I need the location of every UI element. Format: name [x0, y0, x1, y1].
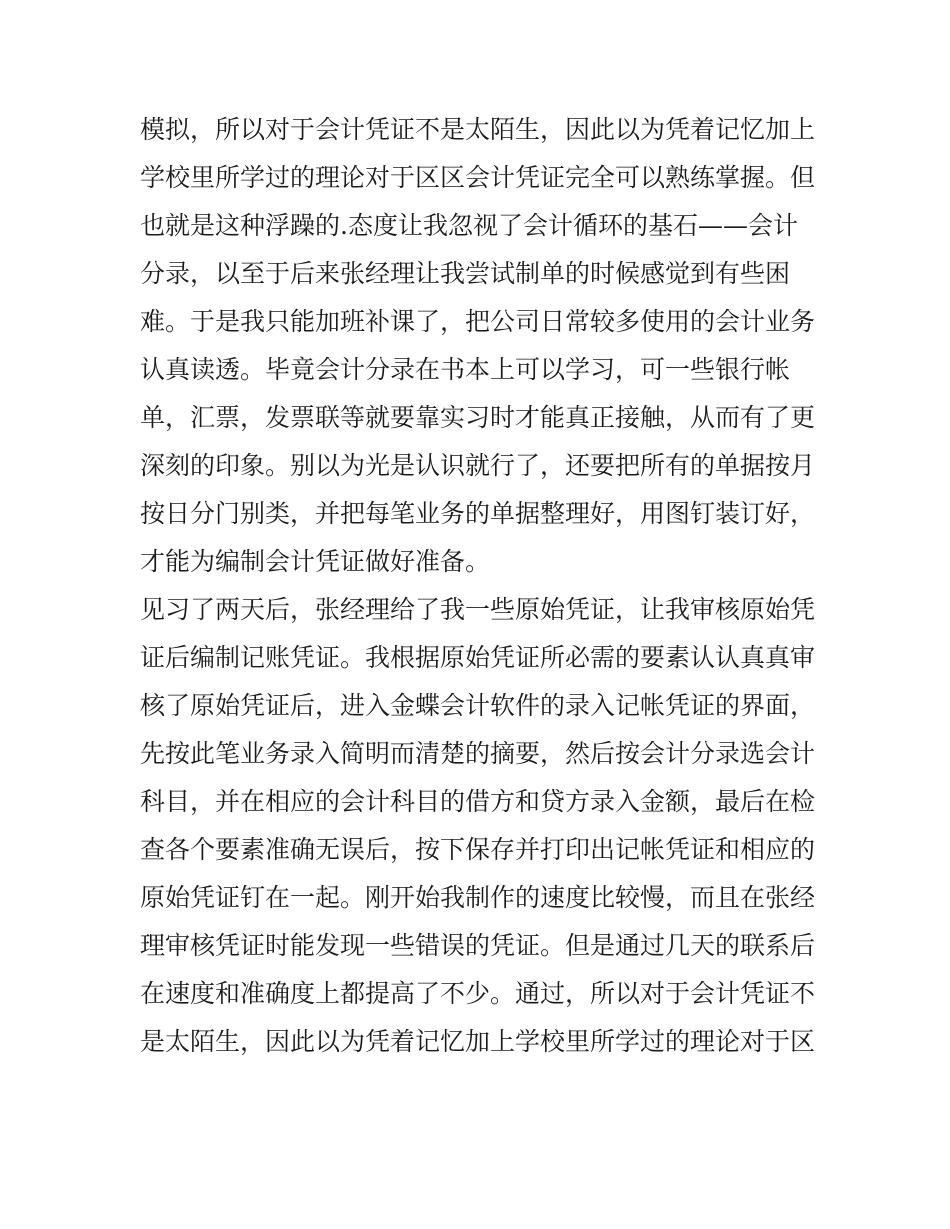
body-text: [140, 106, 820, 1066]
text-line: 在速度和准确度上都提高了不少。通过，所以对于会计凭证不: [140, 979, 816, 1008]
text-line: 分录，以至于后来张经理让我尝试制单的时候感觉到有些困: [140, 259, 791, 288]
text-line: 原始凭证钉在一起。刚开始我制作的速度比较慢，而且在张经: [140, 883, 816, 912]
text-line: 证后编制记账凭证。我根据原始凭证所必需的要素认认真真审: [140, 643, 816, 672]
text-line: 科目，并在相应的会计科目的借方和贷方录入金额，最后在检: [140, 787, 816, 816]
text-line: 是太陌生，因此以为凭着记忆加上学校里所学过的理论对于区: [140, 1027, 816, 1056]
text-line: 认真读透。毕竟会计分录在书本上可以学习，可一些银行帐: [140, 355, 791, 384]
text-line: 按日分门别类，并把每笔业务的单据整理好，用图钉装订好，: [140, 499, 816, 528]
text-line: 也就是这种浮躁的.态度让我忽视了会计循环的基石——会计: [140, 211, 798, 240]
text-line: 学校里所学过的理论对于区区会计凭证完全可以熟练掌握。但: [140, 163, 816, 192]
text-line: 难。于是我只能加班补课了，把公司日常较多使用的会计业务: [140, 307, 816, 336]
text-line: 理审核凭证时能发现一些错误的凭证。但是通过几天的联系后: [140, 931, 816, 960]
text-line: 见习了两天后，张经理给了我一些原始凭证，让我审核原始凭: [140, 595, 816, 624]
text-line: 单，汇票，发票联等就要靠实习时才能真正接触，从而有了更: [140, 403, 816, 432]
text-line: 先按此笔业务录入简明而清楚的摘要，然后按会计分录选会计: [140, 739, 816, 768]
text-line: 查各个要素准确无误后，按下保存并打印出记帐凭证和相应的: [140, 835, 816, 864]
text-line: 才能为编制会计凭证做好准备。: [140, 547, 491, 576]
text-line: 模拟，所以对于会计凭证不是太陌生，因此以为凭着记忆加上: [140, 115, 816, 144]
text-line: 深刻的印象。别以为光是认识就行了，还要把所有的单据按月: [140, 451, 816, 480]
text-line: 核了原始凭证后，进入金蝶会计软件的录入记帐凭证的界面，: [140, 691, 816, 720]
